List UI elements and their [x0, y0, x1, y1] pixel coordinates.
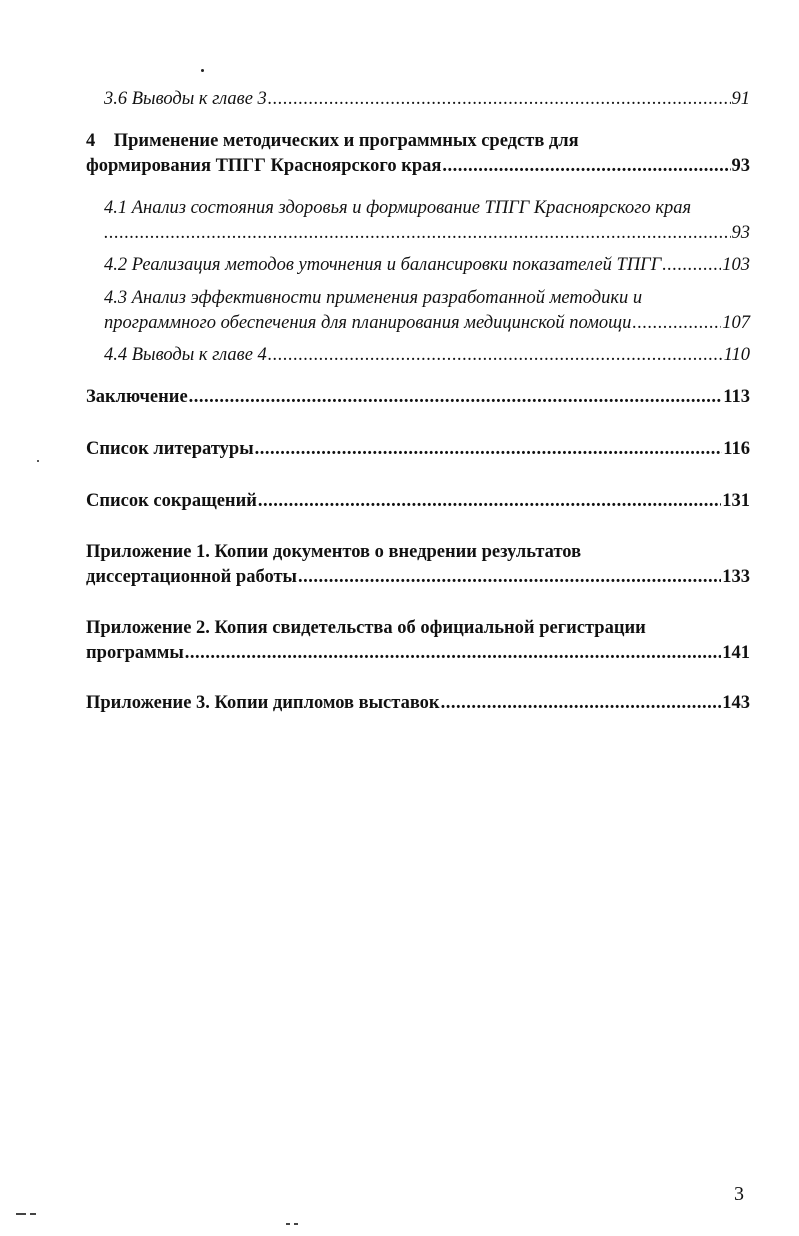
- toc-page-number: 91: [731, 89, 750, 109]
- dot-leader: [662, 253, 721, 278]
- toc-entry-title: Список литературы: [86, 439, 254, 459]
- scan-speck: [201, 69, 204, 72]
- chapter-number: 4: [86, 131, 96, 151]
- dot-leader: [185, 641, 721, 666]
- toc-page-number: 141: [722, 643, 750, 663]
- toc-entry-4-2[interactable]: [104, 253, 750, 278]
- toc-entry-title: Приложение 2. Копия свидетельства об официальной регистрации: [86, 618, 646, 638]
- toc-entry-abbreviations[interactable]: [86, 489, 750, 514]
- dot-leader: [104, 221, 731, 246]
- toc-page-number: 107: [722, 313, 750, 333]
- toc-entry-conclusion[interactable]: [86, 385, 750, 410]
- toc-page-number: 116: [723, 439, 750, 459]
- toc-entry-appendix-1[interactable]: [86, 540, 750, 590]
- dot-leader: [255, 437, 723, 462]
- toc-entry-title-cont: программного обеспечения для планирования медицинской помощи: [104, 313, 632, 333]
- toc-entry-title: 4.4 Выводы к главе 4: [104, 345, 267, 365]
- toc-entry-title-cont: формирования ТПГГ Красноярского края: [86, 156, 442, 176]
- dot-leader: [258, 489, 721, 514]
- dot-leader: [632, 311, 721, 336]
- toc-page-number: 110: [723, 345, 750, 365]
- dot-leader: [268, 343, 723, 368]
- scan-mark: [294, 1223, 298, 1225]
- dot-leader: [442, 154, 730, 179]
- toc-entry-appendix-3[interactable]: [86, 691, 750, 716]
- toc-entry-4-3[interactable]: [104, 286, 750, 336]
- scan-mark: [286, 1223, 290, 1225]
- toc-page-number: 131: [722, 491, 750, 511]
- toc-entry-4-1[interactable]: [104, 196, 750, 246]
- toc-page-number: 103: [722, 255, 750, 275]
- toc-entry-title: Заключение: [86, 387, 188, 407]
- toc-entry-4-4[interactable]: [104, 343, 750, 368]
- toc-entry-3-6[interactable]: [104, 87, 750, 112]
- toc-entry-title-cont: программы: [86, 643, 184, 663]
- toc-entry-title: 4.2 Реализация методов уточнения и балансировки показателей ТПГГ: [104, 255, 662, 275]
- toc-entry-appendix-2[interactable]: [86, 616, 750, 666]
- toc-entry-title-cont: диссертационной работы: [86, 567, 297, 587]
- page-number: 3: [734, 1183, 744, 1205]
- toc-page-number: 113: [723, 387, 750, 407]
- toc-page-number: 93: [731, 156, 750, 176]
- toc-page-number: 93: [731, 223, 750, 243]
- scan-mark: [16, 1213, 26, 1215]
- toc-entry-title: 4.1 Анализ состояния здоровья и формирование ТПГГ Красноярского края: [104, 198, 692, 218]
- toc-page-number: 133: [722, 567, 750, 587]
- scan-speck: [37, 460, 39, 462]
- toc-entry-chapter-4[interactable]: [86, 129, 750, 179]
- dot-leader: [268, 87, 731, 112]
- toc-entry-title: 4.3 Анализ эффективности применения разработанной методики и: [104, 288, 643, 308]
- toc-entry-title: Приложение 1. Копии документов о внедрении результатов: [86, 542, 582, 562]
- toc-entry-title: Применение методических и программных средств для: [113, 131, 579, 151]
- toc-entry-references[interactable]: [86, 437, 750, 462]
- toc-entry-title: 3.6 Выводы к главе 3: [104, 89, 267, 109]
- toc-entry-title: Список сокращений: [86, 491, 257, 511]
- toc-page-number: 143: [722, 693, 750, 713]
- dot-leader: [189, 385, 723, 410]
- toc-entry-title: Приложение 3. Копии дипломов выставок: [86, 693, 440, 713]
- scan-mark: [30, 1213, 36, 1215]
- dot-leader: [298, 565, 721, 590]
- dot-leader: [441, 691, 722, 716]
